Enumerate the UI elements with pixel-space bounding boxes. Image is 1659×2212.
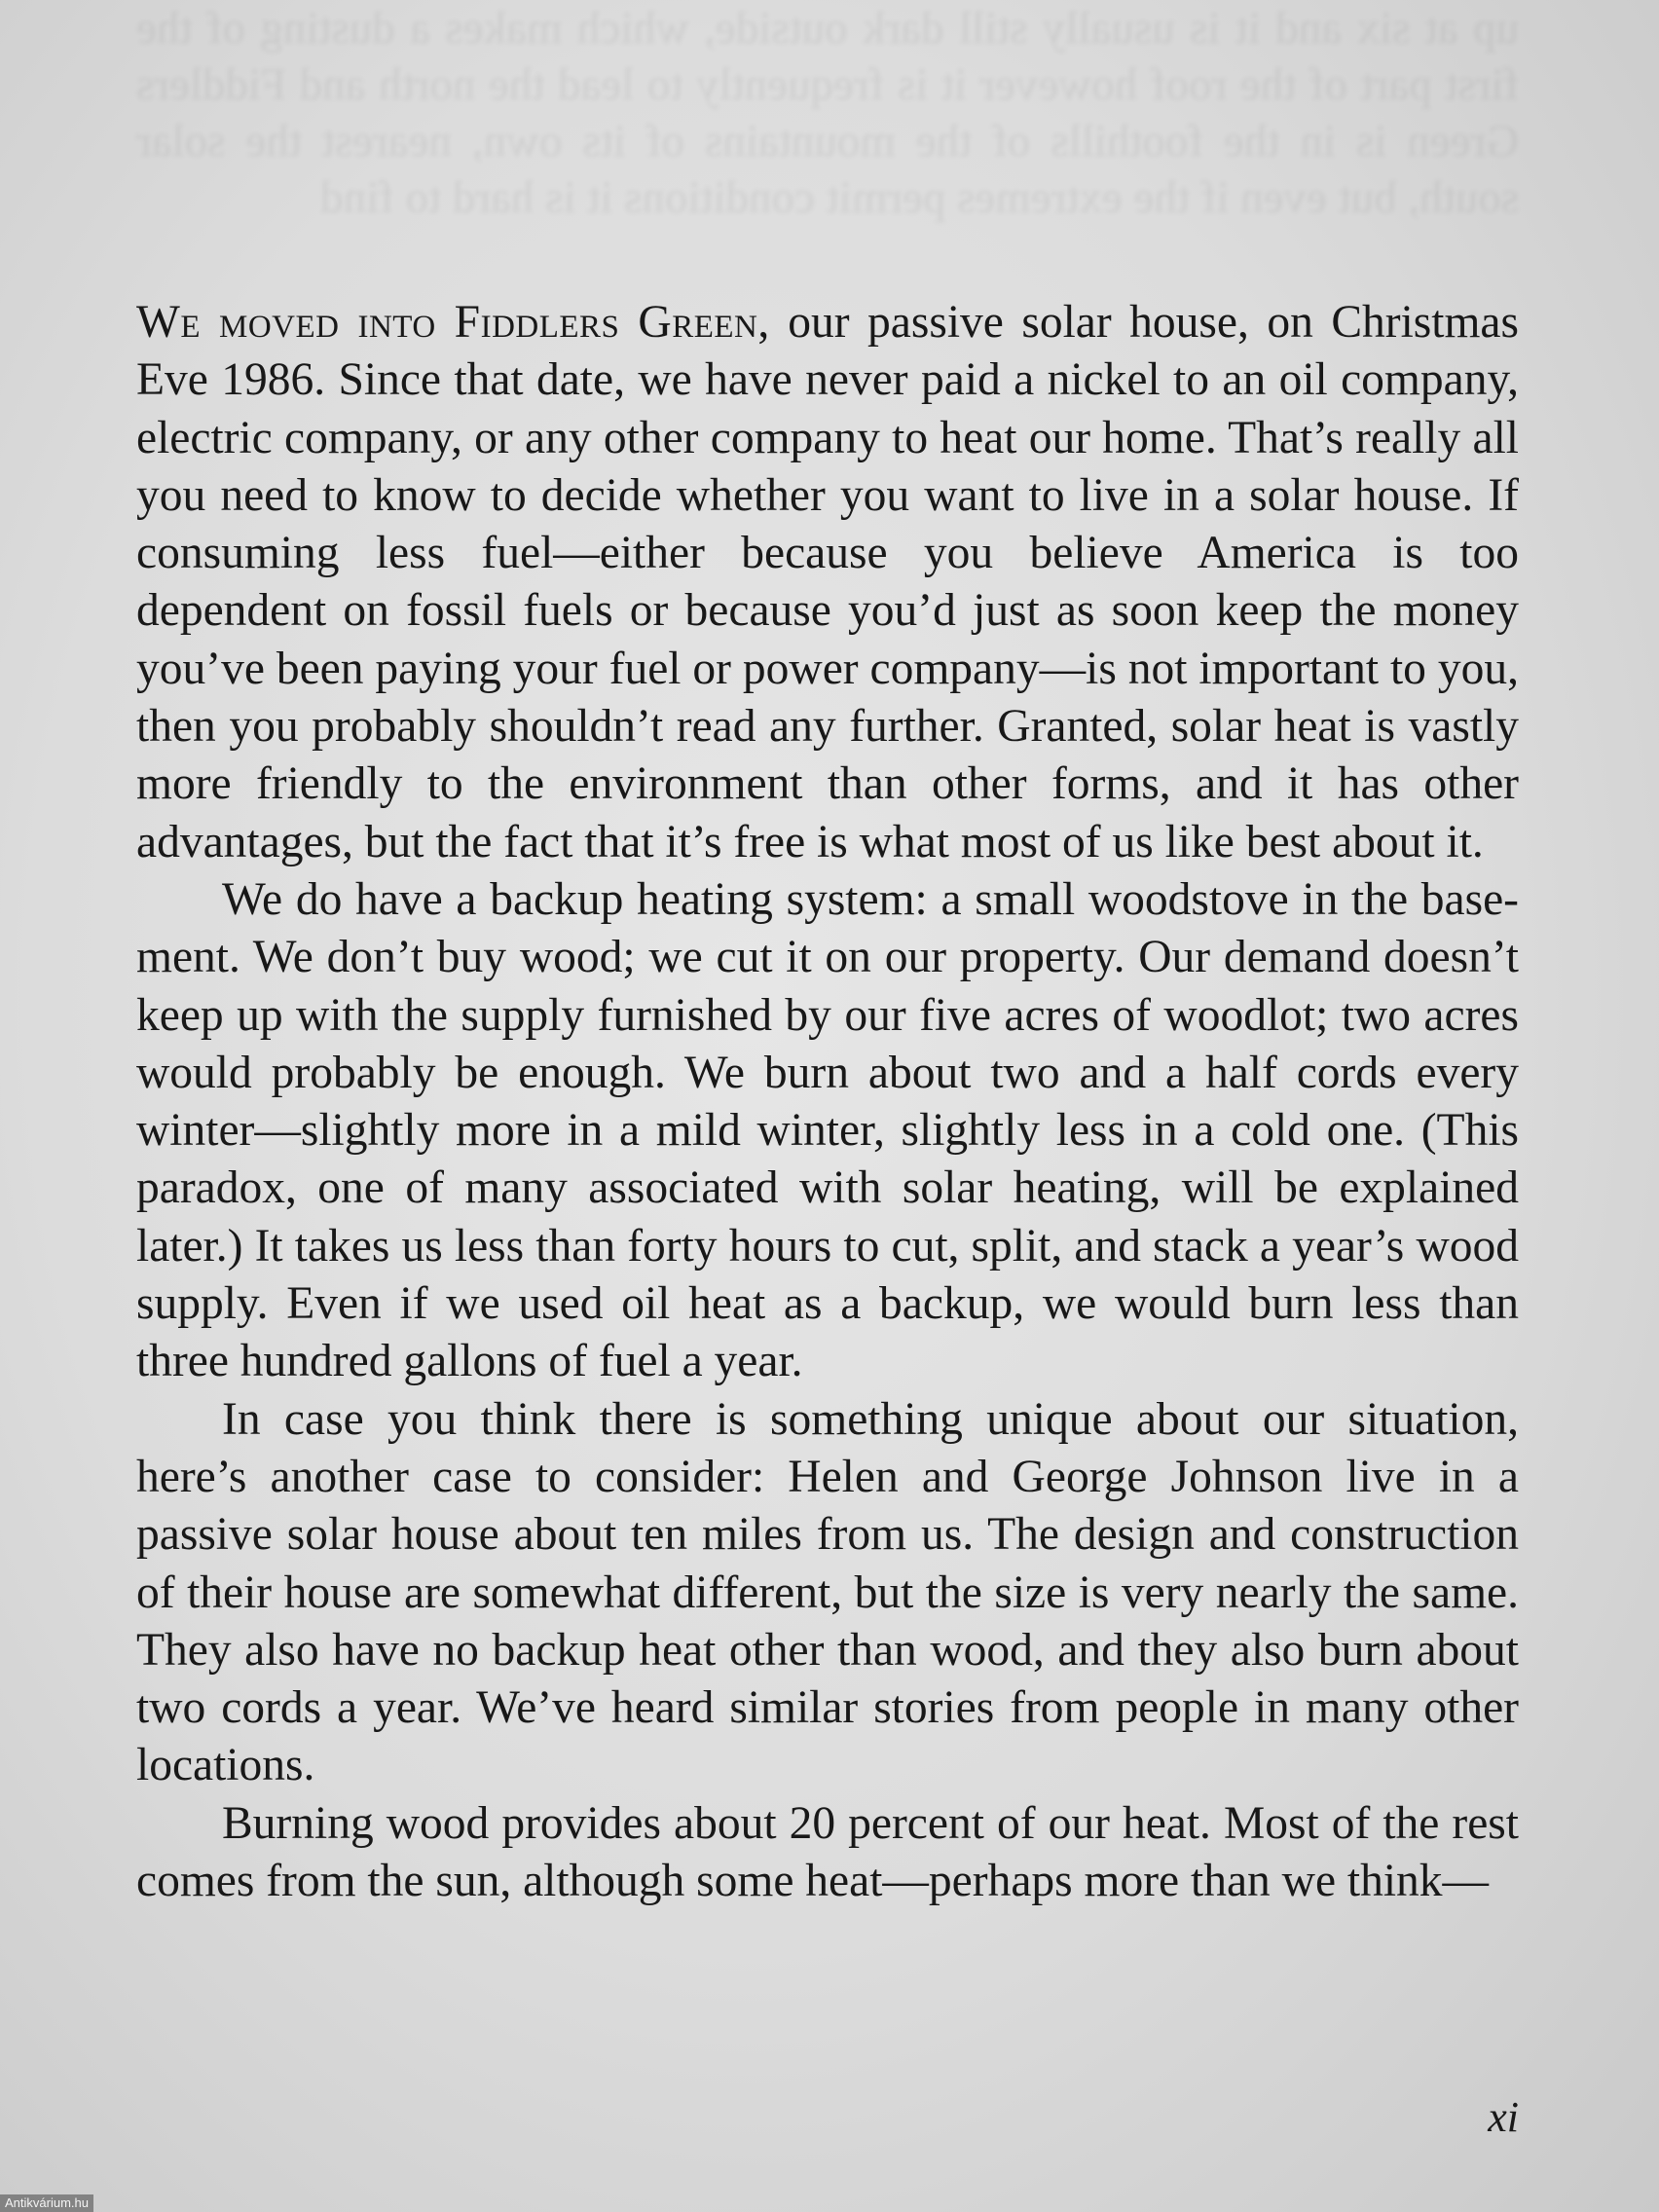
paragraph-1-text: our passive solar house, on Christmas Eve 1986. Since that date, we have never paid a nickel to an oil company, electric company, or any other company to heat our home. That’s really all you need to know to decide whether you want to live in a solar house. If consuming less fuel—either because you believe America is too dependent on fossil fuels or because you’d just as soon keep the money you’ve been paying your fuel or power company—is not important to you, then you probably shouldn’t read any further. Granted, solar heat is vastly more friendly to the environment than other forms, and it has other advantages, but the fact that it’s free is what most of us like best about it. xyxy=(136,297,1519,867)
paragraph-4: Burning wood provides about 20 percent of our heat. Most of the rest comes from the sun, although some heat—perhaps more than we think— xyxy=(136,1797,1519,1907)
paragraph-1 xyxy=(136,294,1519,871)
site-watermark: Antikvárium.hu xyxy=(0,2194,93,2212)
paragraph-2: We do have a backup heating system: a small woodstove in the basement. We don’t buy wood; we cut it on our property. Our demand doesn’t keep up with the supply furnished by our five acres of woodlot; two acres would probably be enough. We burn about two and a half cords every winter—slightly more in a mild winter, slightly less in a cold one. (This paradox, one of many associated with solar heating, will be explained later.) It takes us less than forty hours to cut, split, and stack a year’s wood supply. Even if we used oil heat as a backup, we would burn less than three hundred gallons of fuel a year. xyxy=(136,873,1519,1387)
lead-in-small-caps: We moved into Fiddlers Green, xyxy=(136,297,770,348)
bleed-through-text: up at six and it is usually still dark outside, which makes a dusting of the first part of the roof however it is frequently to lead the north and Fiddlers Green is in the foothills of the mountains of its own, nearest the solar south, but even if the extremes permit conditions it is hard to find xyxy=(136,3,1519,223)
page-number: xi xyxy=(1488,2093,1519,2141)
page-body xyxy=(136,294,1519,1910)
paragraph-3: In case you think there is something unique about our situation, here’s another case to consider: Helen and George Johnson live in a passive solar house about ten miles from us. The design and construction of their house are somewhat different, but the size is very nearly the same. They also have no backup heat other than wood, and they also burn about two cords a year. We’ve heard similar stories from people in many other locations. xyxy=(136,1393,1519,1791)
